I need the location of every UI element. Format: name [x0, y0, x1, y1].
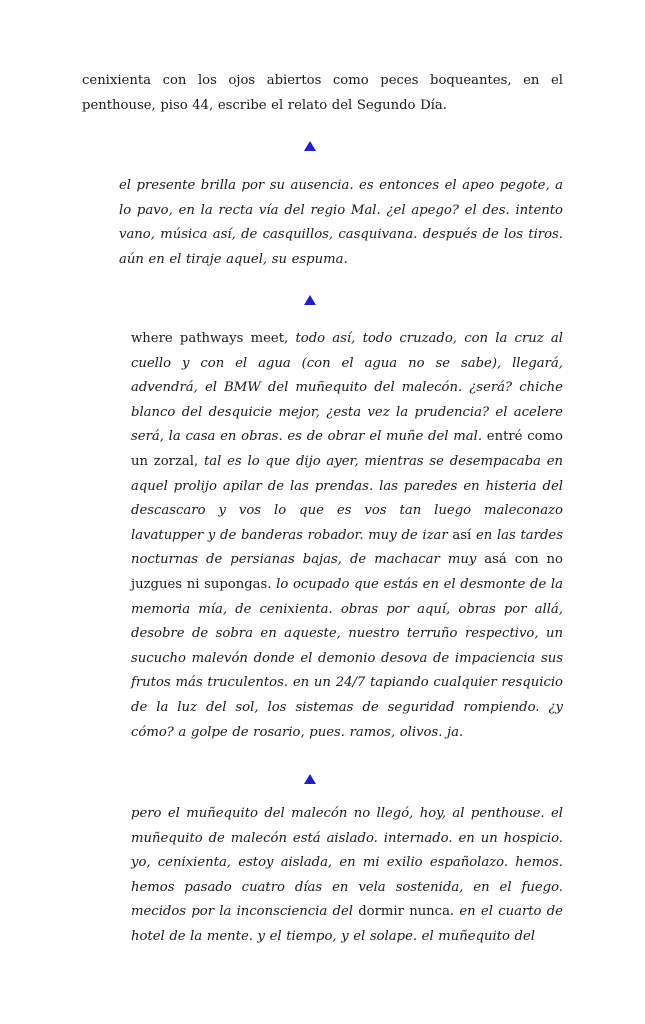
paragraph-3-segment-roman: así — [452, 527, 476, 543]
paragraph-3-segment-italic: en las tardes nocturnas de persianas bajas, de machacar muy — [131, 527, 563, 568]
paragraph-3-segment-roman: where pathways meet, — [131, 331, 296, 346]
paragraph-2 — [119, 174, 563, 272]
paragraph-2-text: el presente brilla por su ausencia. es entonces el apeo pegote, a lo pavo, en la recta vía del regio Mal. ¿el apego? el des. intento vano, música así, de casquillos, casquivana. después de los tiros. aún en el tiraje aquel, su espuma. — [119, 178, 563, 267]
paragraph-3-segment-italic: lo ocupado que estás en el desmonte de la memoria mía, de cenixienta. obras por aquí, obras por allá, desobre de sobra en aqueste, nuestro terruño respectivo, un sucucho malevón donde el demonio desova de impaciencia sus frutos más truculentos. en un 24/7 tapiando cualquier resquicio de la luz del sol, los sistemas de seguridad rompiendo. ¿y cómo? a golpe de rosario, pues. ramos, olivos. ja. — [131, 576, 563, 740]
paragraph-4-segment-italic: en el cuarto de hotel de la mente. y el tiempo, y el solape. el muñequito del — [131, 904, 563, 944]
paragraph-3 — [131, 327, 563, 745]
paragraph-1 — [82, 69, 563, 118]
paragraph-3-segment-italic: tal es lo que dijo ayer, mientras se desempacaba en aquel prolijo apilar de las prendas. las paredes en histeria del descascaro y vos lo que es vos tan luego maleconazo lavatupper y de banderas robador. muy de izar — [131, 453, 563, 543]
triangle-separator-icon — [304, 774, 316, 784]
paragraph-3-segment-roman: entré como un zorzal, — [131, 429, 563, 469]
paragraph-4-segment-italic: pero el muñequito del malecón no llegó, hoy, al penthouse. el muñequito de malecón está aislado. internado. en un hospicio. yo, cenixienta, estoy aislada, en mi exilio españolazo. hemos. hemos pasado cuatro días en vela sostenida, en el fuego. mecidos por la inconsciencia del — [131, 806, 563, 920]
paragraph-4-segment-roman: dormir nunca. — [358, 904, 460, 920]
triangle-separator-icon — [304, 295, 316, 305]
paragraph-4 — [131, 802, 563, 950]
triangle-separator-icon — [304, 141, 316, 151]
paragraph-3-segment-roman: asá con no juzgues ni supongas. — [131, 552, 563, 592]
paragraph-1-text: cenixienta con los ojos abiertos como peces boqueantes, en el penthouse, piso 44, escribe el relato del Segundo Día. — [82, 73, 563, 113]
paragraph-3-segment-italic: todo así, todo cruzado, con la cruz al cuello y con el agua (con el agua no se sabe), llegará, advendrá, el BMW del muñequito del malecón. ¿será? chiche blanco del desquicie mejor, ¿esta vez la prudencia? el acelere será, la casa en obras. es de obrar el muñe del mal. — [131, 331, 563, 445]
